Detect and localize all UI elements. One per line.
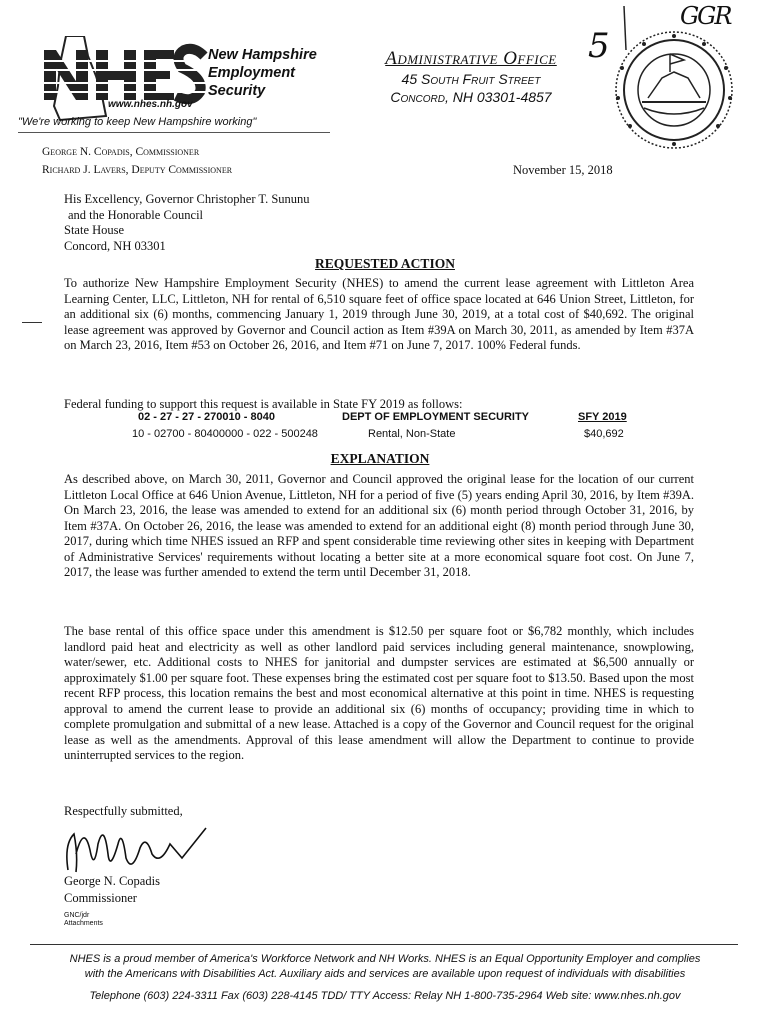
requested-action-heading: REQUESTED ACTION [315,256,455,271]
footer-line-2: with the Americans with Disabilities Act. Auxiliary aids and services are available upon request of individuals with disabilities [84,968,686,980]
letterhead-divider [18,132,330,133]
office-address-line-1: 45 South Fruit Street [401,71,541,87]
nhes-logo-mark [36,36,211,124]
addressee-line-1: His Excellency, Governor Christopher T. Sununu [64,192,310,206]
reference-initials-block [64,912,103,928]
addressee-line-3: State House [64,223,125,237]
signatory-title: Commissioner [64,891,137,905]
signatory-block [64,873,160,907]
handwritten-note: 5 [588,26,610,66]
office-address-line-2: Concord, NH 03301-4857 [390,89,552,105]
letter-date: November 15, 2018 [513,163,613,177]
margin-dash [22,322,42,323]
signature [60,814,220,876]
funding-year: SFY 2019 [578,411,627,423]
footer-contact: Telephone (603) 224-3311 Fax (603) 228-4145 TDD/ TTY Access: Relay NH 1-800-735-2964 Web site: www.nhes.nh.gov [89,990,681,1002]
office-address-block [356,48,586,106]
addressee-line-2: and the Honorable Council [68,207,204,222]
funding-intro: Federal funding to support this request is available in State FY 2019 as follows: [64,397,463,411]
addressee-line-4: Concord, NH 03301 [64,238,166,253]
state-seal-icon [604,28,744,152]
funding-class: Rental, Non-State [368,428,456,440]
reference-initials: GNC/jdr [64,912,90,919]
footer-divider [30,944,738,945]
logo-line-3: Security [208,83,266,99]
deputy-line: Richard J. Lavers, Deputy Commissioner [42,164,233,176]
office-title: Administrative Office [385,48,557,69]
closing-salutation: Respectfully submitted, [64,804,183,818]
funding-department: DEPT OF EMPLOYMENT SECURITY [342,411,530,423]
logo-line-2: Employment [208,65,296,81]
funding-account-1: 02 - 27 - 27 - 270010 - 8040 [138,411,275,423]
signatory-name: George N. Copadis [64,874,160,888]
logo-org-name [208,46,317,100]
enclosure-note: Attachments [64,920,103,927]
footer-line-1: NHES is a proud member of America's Workforce Network and NH Works. NHES is an Equal Opportunity Employer and complies [69,953,701,965]
logo-line-1: New Hampshire [208,47,317,63]
tagline: "We're working to keep New Hampshire working" [18,116,257,128]
explanation-heading: EXPLANATION [330,451,430,466]
commissioner-line: George N. Copadis, Commissioner [42,146,200,158]
explanation-paragraph-2: The base rental of this office space under this amendment is $12.50 per square foot or $6,782 monthly, which includes landlord paid heat and electricity as well as other landlord paid services including general maintenance, snowplowing, water/sewer, etc. Additional costs to NHES for janitorial and dumpster services are estimated at $6,500 annually or approximately $1.00 per square foot. These expenses bring the estimated cost per square foot to $13.50. Based upon the most recent RFP process, this location remains the best and most economical alternative at this point in time. NHES is requesting approval to amend the current lease to provide an additional six (6) months of occupancy; providing time in which to complete promulgation and submittal of a new lease. Attached is a copy of the Governor and Council request for the original lease as well as the amendments. Approval of this lease amendment will allow the Department to continue to provide uninterrupted services to the region. [64,624,694,762]
handwritten-initials: GGR [680,2,731,30]
logo-url: www.nhes.nh.gov [108,99,193,110]
explanation-paragraph-1: As described above, on March 30, 2011, Governor and Council approved the original lease for the location of our current Littleton Local Office at 646 Union Avenue, Littleton, NH for a period of five (5) years ending April 30, 2016, by Item #39A. On March 23, 2016, the lease was amended to extend for an additional six (6) month period through October 31, 2016, by Item #37A. On October 26, 2016, the lease was amended to extend for an additional eight (8) month period through June 30, 2017, during which time NHES issued an RFP and spent considerable time reviewing other sites in keeping with Department of Administrative Services' requirements without locating a better site at a more economical square foot cost. On June 7, 2017, the lease was further amended to extend the term until December 31, 2018. [64,472,694,579]
funding-account-2: 10 - 02700 - 80400000 - 022 - 500248 [132,428,318,440]
funding-amount: $40,692 [584,428,624,440]
requested-action-body: To authorize New Hampshire Employment Security (NHES) to amend the current lease agreement with Littleton Area Learning Center, LLC, Littleton, NH for rental of 6,510 square feet of office space located at 646 Union Street, Littleton, for an additional six (6) months, commencing January 1, 2019 through June 30, 2019, at a total cost of $40,692. The original lease agreement was approved by Governor and Council action as Item #39A on March 30, 2011, as amended by Item #37A on March 23, 2016, Item #53 on October 26, 2016, and Item #71 on June 7, 2017. 100% Federal funds. [64,276,694,352]
addressee-block [64,192,310,254]
